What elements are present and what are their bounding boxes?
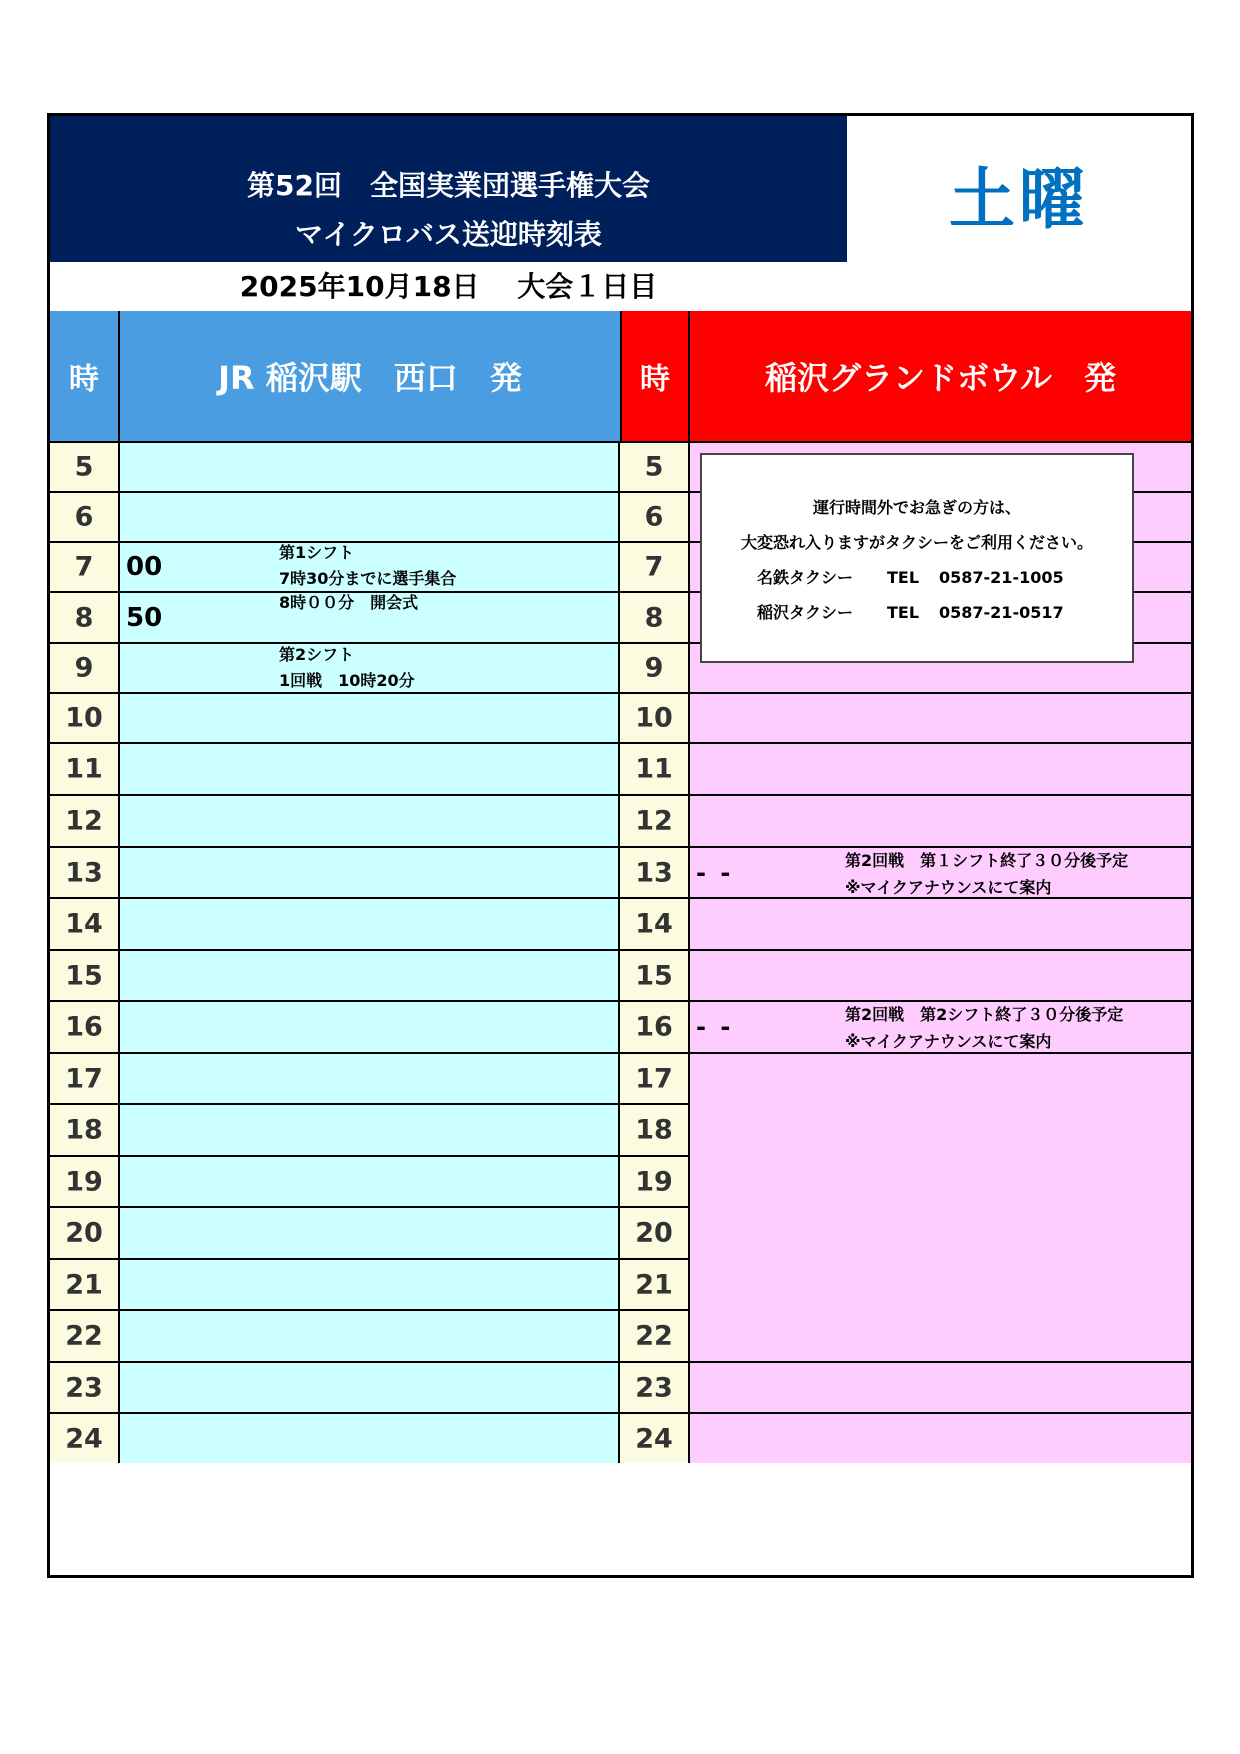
- left-hour-cell: [50, 744, 120, 794]
- left-hour-cell: [50, 1157, 120, 1206]
- left-hour-cell: [50, 1054, 120, 1103]
- hour-label: 19: [65, 1166, 103, 1197]
- hour-label: 15: [635, 960, 673, 991]
- hour-label: 7: [644, 551, 664, 583]
- left-hour-cell: [50, 644, 120, 692]
- taxi2-contact: [757, 600, 1064, 623]
- table-row: [50, 742, 1191, 794]
- left-hour-cell: [50, 1363, 120, 1412]
- no-fixed-time-dash: - -: [696, 858, 734, 887]
- left-departure-cell: [120, 1002, 620, 1052]
- left-departure-cell: [120, 1105, 620, 1155]
- right-departure-cell: [690, 1002, 1191, 1052]
- right-hour-cell: [620, 848, 690, 897]
- right-hour-cell: [620, 951, 690, 1000]
- right-departure-cell: [690, 796, 1191, 846]
- title-line1: 第52回 全国実業団選手権大会: [247, 169, 650, 202]
- table-row: [50, 1000, 1191, 1052]
- hour-label: 8: [644, 602, 664, 633]
- taxi2-name: 稲沢タクシー: [757, 603, 854, 622]
- left-hour-cell: [50, 1208, 120, 1258]
- hour-label: 15: [65, 960, 103, 991]
- right-departure-cell: [690, 951, 1191, 1000]
- right-departure-cell: [690, 899, 1191, 949]
- left-departure-cell: [120, 1363, 620, 1412]
- right-hour-cell: [620, 1157, 690, 1206]
- taxi2-phone-number: 0587-21-0517: [939, 603, 1064, 622]
- right-hour-cell: [620, 644, 690, 692]
- left-hour-cell: [50, 899, 120, 949]
- left-hour-cell: [50, 1105, 120, 1155]
- right-hour-cell: [620, 1105, 690, 1155]
- hour-label: 6: [74, 501, 94, 533]
- hour-label: 24: [635, 1423, 673, 1454]
- right-merged-empty-cell: [690, 1054, 1191, 1361]
- hour-label: 6: [644, 501, 664, 533]
- hour-label: 10: [635, 702, 673, 734]
- left-hour-cell: [50, 443, 120, 491]
- right-hour-cell: [620, 543, 690, 591]
- hour-label: 7: [74, 551, 94, 583]
- left-hour-header: 時: [50, 311, 120, 441]
- left-departure-cell: [120, 796, 620, 846]
- hour-label: 18: [635, 1114, 673, 1146]
- title-block: [50, 116, 847, 262]
- right-hour-cell: [620, 744, 690, 794]
- left-hour-cell: [50, 1311, 120, 1361]
- right-departure-cell: [690, 1363, 1191, 1412]
- left-departure-cell: [120, 744, 620, 794]
- hour-label: 11: [65, 753, 103, 785]
- notice-line2: 大変恐れ入りますがタクシーをご利用ください。: [740, 533, 1093, 552]
- right-departure-cell: [690, 848, 1191, 897]
- left-hour-cell: [50, 543, 120, 591]
- hour-label: 11: [635, 753, 673, 785]
- right-hour-cell: [620, 593, 690, 642]
- right-departure-cell: [690, 694, 1191, 742]
- hour-label: 21: [65, 1269, 103, 1300]
- left-departure-cell: [120, 493, 620, 541]
- right-hour-cell: [620, 1002, 690, 1052]
- hour-label: 23: [65, 1372, 103, 1403]
- day-label: 土曜: [949, 161, 1089, 238]
- left-hour-cell: [50, 1260, 120, 1309]
- left-hour-cell: [50, 1002, 120, 1052]
- shift2-round1-time: 1回戦 10時20分: [279, 671, 415, 690]
- departure-minute: 00: [126, 552, 163, 582]
- right-hour-cell: [620, 1414, 690, 1463]
- right-hour-cell: [620, 493, 690, 541]
- taxi1-tel-label: TEL: [887, 568, 920, 587]
- left-departure-cell: [120, 1054, 620, 1103]
- hour-label: 5: [644, 451, 664, 483]
- round2-note: 第2回戦 第１シフト終了３０分後予定: [845, 851, 1129, 870]
- round2-note: 第2回戦 第2シフト終了３０分後予定: [845, 1005, 1124, 1024]
- hour-label: 17: [635, 1063, 673, 1094]
- hour-label: 21: [635, 1269, 673, 1300]
- hour-label: 22: [635, 1320, 673, 1352]
- left-departure-cell: [120, 1260, 620, 1309]
- announcement-note: ※マイクアナウンスにて案内: [845, 1032, 1052, 1051]
- taxi2-tel-label: TEL: [887, 603, 920, 622]
- table-row: [50, 1361, 1191, 1412]
- shift1-title: 第1シフト: [279, 543, 355, 562]
- hour-label: 13: [635, 857, 673, 888]
- right-hour-cell: [620, 694, 690, 742]
- left-departure-header: JR 稲沢駅 西口 発: [120, 311, 620, 441]
- table-row: [50, 692, 1191, 742]
- hour-label: 17: [65, 1063, 103, 1094]
- title-line2: マイクロバス送迎時刻表: [295, 218, 602, 251]
- hour-label: 9: [644, 652, 664, 684]
- right-hour-header: 時: [620, 311, 690, 441]
- table-row: [50, 897, 1191, 949]
- left-hour-cell: [50, 951, 120, 1000]
- table-row: [50, 846, 1191, 897]
- table-row: [50, 1412, 1191, 1463]
- timetable-sheet: [47, 113, 1194, 1578]
- hour-label: 23: [635, 1372, 673, 1403]
- taxi1-name: 名鉄タクシー: [757, 568, 854, 587]
- hour-label: 14: [635, 908, 673, 940]
- departure-minute: 50: [126, 602, 163, 633]
- right-hour-cell: [620, 443, 690, 491]
- left-hour-cell: [50, 848, 120, 897]
- hour-label: 8: [74, 602, 94, 633]
- left-departure-cell: [120, 899, 620, 949]
- table-row: [50, 794, 1191, 846]
- hour-label: 19: [635, 1166, 673, 1197]
- date-line: 2025年10月18日 大会１日目: [239, 270, 658, 303]
- left-hour-cell: [50, 593, 120, 642]
- hour-label: 12: [635, 805, 673, 837]
- left-departure-cell: [120, 1414, 620, 1463]
- right-hour-cell: [620, 796, 690, 846]
- right-hour-cell: [620, 1260, 690, 1309]
- taxi1-phone-number: 0587-21-1005: [939, 568, 1064, 587]
- right-hour-cell: [620, 1311, 690, 1361]
- hour-label: 16: [65, 1011, 103, 1043]
- hour-label: 24: [65, 1423, 103, 1454]
- hour-label: 22: [65, 1320, 103, 1352]
- left-departure-cell: [120, 951, 620, 1000]
- hour-label: 10: [65, 702, 103, 734]
- left-departure-cell: [120, 1157, 620, 1206]
- right-hour-cell: [620, 899, 690, 949]
- announcement-note: ※マイクアナウンスにて案内: [845, 878, 1052, 897]
- right-departure-cell: [690, 1414, 1191, 1463]
- left-hour-cell: [50, 796, 120, 846]
- shift2-title: 第2シフト: [279, 645, 355, 664]
- hour-label: 20: [65, 1217, 103, 1249]
- hour-label: 13: [65, 857, 103, 888]
- right-departure-cell: [690, 744, 1191, 794]
- hour-label: 18: [65, 1114, 103, 1146]
- no-fixed-time-dash: - -: [696, 1013, 734, 1041]
- right-hour-cell: [620, 1363, 690, 1412]
- hour-label: 14: [65, 908, 103, 940]
- hour-label: 16: [635, 1011, 673, 1043]
- left-hour-cell: [50, 1414, 120, 1463]
- right-hour-cell: [620, 1208, 690, 1258]
- day-block: [847, 116, 1191, 311]
- left-hour-cell: [50, 493, 120, 541]
- notice-line1: 運行時間外でお急ぎの方は、: [812, 498, 1021, 517]
- right-departure-header: 稲沢グランドボウル 発: [690, 311, 1191, 441]
- left-departure-cell: [120, 1208, 620, 1258]
- left-hour-cell: [50, 694, 120, 742]
- shift1-gather-time: 7時30分までに選手集合: [279, 569, 457, 588]
- left-departure-cell: [120, 848, 620, 897]
- left-departure-cell: [120, 694, 620, 742]
- hour-label: 20: [635, 1217, 673, 1249]
- hour-label: 12: [65, 805, 103, 837]
- taxi-notice-box: [700, 453, 1134, 663]
- taxi1-contact: [757, 565, 1064, 588]
- left-departure-cell: [120, 1311, 620, 1361]
- left-departure-cell: [120, 443, 620, 491]
- hour-label: 5: [74, 451, 94, 483]
- table-row: [50, 949, 1191, 1000]
- opening-ceremony-note: 8時００分 開会式: [279, 593, 419, 612]
- hour-label: 9: [74, 652, 94, 684]
- right-hour-cell: [620, 1054, 690, 1103]
